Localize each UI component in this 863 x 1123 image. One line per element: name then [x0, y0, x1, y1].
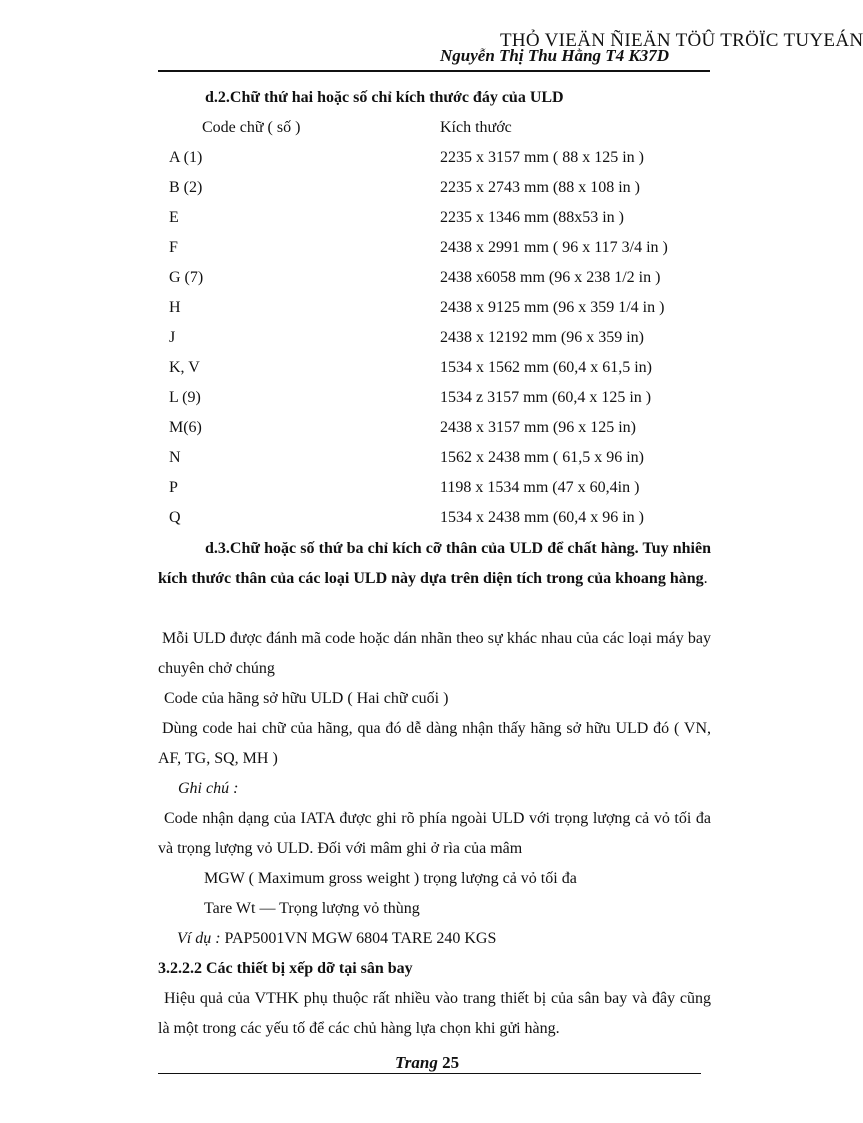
- section-d3-title: [158, 534, 711, 594]
- paragraph-iata-code: Code nhận dạng của IATA được ghi rõ phía ngoài ULD với trọng lượng cả vỏ tối đa và trọng lượng vỏ ULD. Đối với mâm ghi ở rìa của mâm: [158, 810, 711, 857]
- page-footer: [395, 1053, 459, 1073]
- example-value: PAP5001VN MGW 6804 TARE 240 KGS: [220, 930, 497, 947]
- table-cell-size: 2438 x 3157 mm (96 x 125 in): [440, 419, 636, 436]
- table-cell-code: A (1): [169, 149, 203, 166]
- paragraph-airport-equipment: Hiệu quả của VTHK phụ thuộc rất nhiều vào trang thiết bị của sân bay và đây cũng là một trong các yếu tố để các chủ hàng lựa chọn khi gửi hàng.: [158, 990, 711, 1037]
- table-cell-size: 1534 x 1562 mm (60,4 x 61,5 in): [440, 359, 652, 376]
- table-cell-size: 2438 x 12192 mm (96 x 359 in): [440, 329, 644, 346]
- table-cell-code: N: [169, 449, 181, 466]
- table-cell-size: 1562 x 2438 mm ( 61,5 x 96 in): [440, 449, 644, 466]
- section-d2-title: d.2.Chữ thứ hai hoặc số chỉ kích thước đáy của ULD: [205, 89, 564, 106]
- table-cell-size: 2235 x 3157 mm ( 88 x 125 in ): [440, 149, 644, 166]
- table-cell-size: 1198 x 1534 mm (47 x 60,4in ): [440, 479, 640, 496]
- table-cell-size: 2438 x 2991 mm ( 96 x 117 3/4 in ): [440, 239, 668, 256]
- example-label: Ví dụ :: [177, 930, 221, 947]
- table-cell-code: L (9): [169, 389, 201, 406]
- table-cell-size: 2438 x 9125 mm (96 x 359 1/4 in ): [440, 299, 665, 316]
- header-divider: [158, 70, 710, 72]
- mgw-definition: MGW ( Maximum gross weight ) trọng lượng cả vỏ tối đa: [204, 870, 577, 887]
- table-cell-code: B (2): [169, 179, 203, 196]
- table-cell-code: J: [169, 329, 176, 346]
- table-cell-size: 2235 x 1346 mm (88x53 in ): [440, 209, 624, 226]
- page-number: 25: [442, 1053, 460, 1072]
- paragraph-uld-coding: Mỗi ULD được đánh mã code hoặc dán nhãn theo sự khác nhau của các loại máy bay chuyên chở chúng: [158, 630, 711, 677]
- section-3222-title: 3.2.2.2 Các thiết bị xếp dỡ tại sân bay: [158, 960, 413, 977]
- table-header-code: Code chữ ( số ): [202, 119, 301, 136]
- example-line: [177, 929, 496, 949]
- table-cell-code: P: [169, 479, 178, 496]
- table-header-size: Kích thước: [440, 119, 512, 136]
- table-cell-size: 2438 x6058 mm (96 x 238 1/2 in ): [440, 269, 661, 286]
- table-cell-code: G (7): [169, 269, 204, 286]
- table-cell-code: M(6): [169, 419, 202, 436]
- table-cell-code: E: [169, 209, 179, 226]
- table-cell-size: 1534 z 3157 mm (60,4 x 125 in ): [440, 389, 652, 406]
- section-d3-title-end: .: [703, 570, 708, 587]
- note-label: Ghi chú :: [178, 780, 239, 797]
- table-cell-code: K, V: [169, 359, 200, 376]
- table-cell-size: 1534 x 2438 mm (60,4 x 96 in ): [440, 509, 644, 526]
- tare-definition: Tare Wt — Trọng lượng vỏ thùng: [204, 900, 420, 917]
- table-cell-size: 2235 x 2743 mm (88 x 108 in ): [440, 179, 640, 196]
- header-watermark: THỎ VIEÄN ÑIEÄN TÖÛ TRÖÏC TUYEÁN: [500, 30, 863, 51]
- table-cell-code: Q: [169, 509, 181, 526]
- table-cell-code: H: [169, 299, 181, 316]
- section-d3-title-text: d.3.Chữ hoặc số thứ ba chỉ kích cỡ thân của ULD để chất hàng. Tuy nhiên kích thước thân của các loại ULD này dựa trên diện tích trong của khoang hàng: [158, 540, 711, 587]
- paragraph-airline-code: Dùng code hai chữ của hãng, qua đó dễ dàng nhận thấy hãng sở hữu ULD đó ( VN, AF, TG, SQ, MH ): [158, 720, 711, 767]
- footer-divider: [158, 1073, 701, 1074]
- page-label: Trang: [395, 1053, 438, 1072]
- header-author: Nguyễn Thị Thu Hằng T4 K37D: [440, 46, 670, 65]
- paragraph-owner-code: Code của hãng sở hữu ULD ( Hai chữ cuối ): [164, 690, 449, 707]
- table-cell-code: F: [169, 239, 178, 256]
